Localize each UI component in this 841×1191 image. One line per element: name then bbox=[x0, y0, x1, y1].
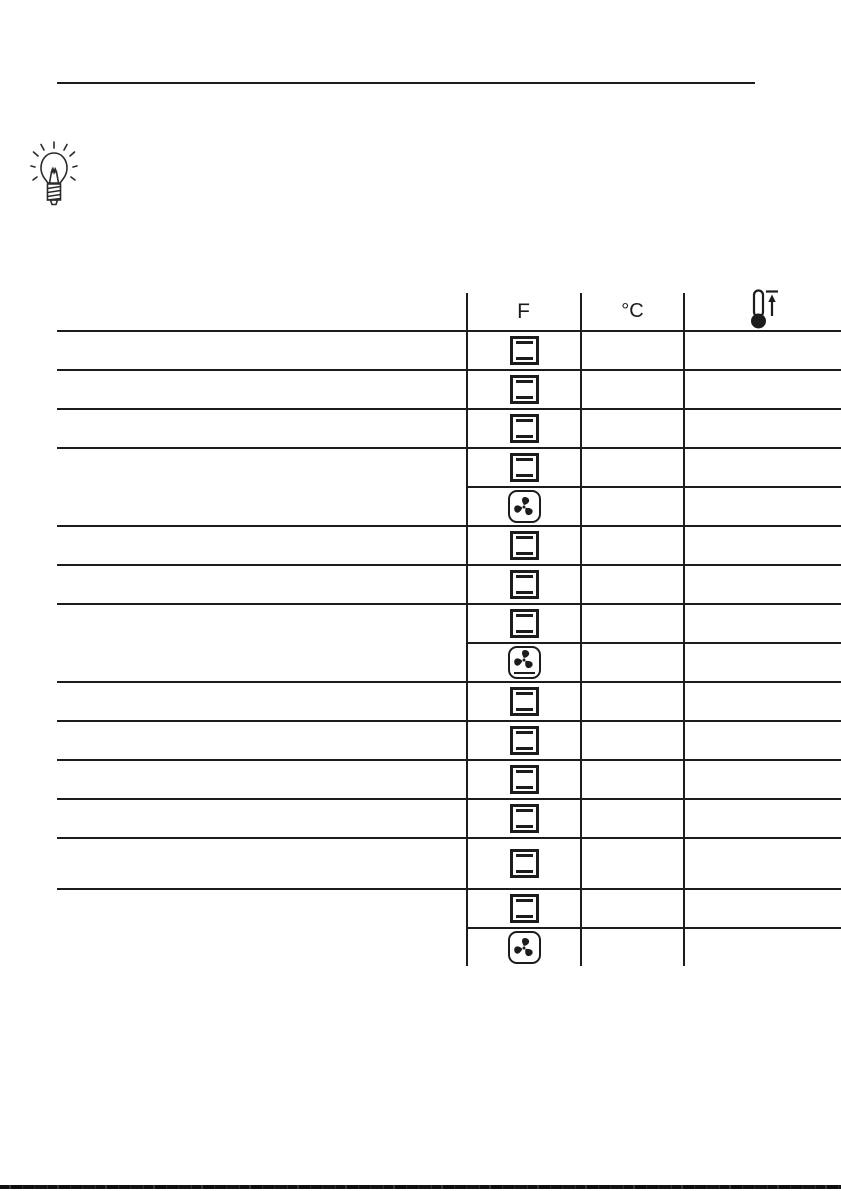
celsius-value-cell bbox=[580, 605, 683, 642]
thermometer-up-arrow-icon bbox=[745, 288, 781, 335]
dish-label-cell bbox=[57, 839, 466, 888]
mode-subrows bbox=[466, 890, 841, 966]
celsius-value-cell bbox=[580, 371, 683, 408]
probe-value-cell bbox=[683, 605, 841, 642]
mode-subrow bbox=[466, 800, 841, 837]
mode-subrow bbox=[466, 761, 841, 798]
celsius-value-cell bbox=[580, 566, 683, 603]
probe-value-cell bbox=[683, 644, 841, 681]
celsius-value-cell bbox=[580, 410, 683, 447]
header-probe-cell bbox=[683, 293, 841, 330]
probe-value-cell bbox=[683, 410, 841, 447]
probe-value-cell bbox=[683, 332, 841, 369]
probe-value-cell bbox=[683, 449, 841, 486]
mode-icon-cell bbox=[466, 332, 580, 369]
probe-value-cell bbox=[683, 890, 841, 927]
mode-subrows bbox=[466, 722, 841, 759]
lightbulb-rays-icon bbox=[30, 141, 78, 221]
oven-bottom-element bbox=[516, 435, 533, 438]
mode-icon-cell bbox=[466, 488, 580, 525]
mode-subrow bbox=[466, 642, 841, 681]
mode-icon-cell bbox=[466, 644, 580, 681]
oven-top-element bbox=[516, 614, 533, 617]
celsius-value-cell bbox=[580, 890, 683, 927]
oven-top-element bbox=[516, 692, 533, 695]
oven-top-element bbox=[516, 419, 533, 422]
mode-icon-cell bbox=[466, 527, 580, 564]
table-row-group bbox=[57, 371, 841, 410]
oven-top-element bbox=[516, 854, 533, 857]
convection-fan-underline-icon bbox=[508, 646, 541, 679]
fahrenheit-label: F bbox=[517, 299, 531, 323]
mode-subrows bbox=[466, 332, 841, 369]
dish-label-cell bbox=[57, 722, 466, 759]
header-celsius-cell bbox=[580, 293, 683, 330]
celsius-value-cell bbox=[580, 929, 683, 966]
conventional-oven-icon bbox=[510, 726, 539, 755]
convection-fan-icon bbox=[508, 931, 541, 964]
header-dish-cell bbox=[57, 293, 466, 330]
mode-subrow bbox=[466, 722, 841, 759]
table-row-group bbox=[57, 890, 841, 966]
oven-top-element bbox=[516, 536, 533, 539]
mode-icon-cell bbox=[466, 410, 580, 447]
mode-subrows bbox=[466, 683, 841, 720]
celsius-label: °C bbox=[621, 300, 644, 322]
probe-value-cell bbox=[683, 566, 841, 603]
mode-subrows bbox=[466, 371, 841, 408]
oven-bottom-element bbox=[516, 396, 533, 399]
table-row-group bbox=[57, 449, 841, 527]
mode-icon-cell bbox=[466, 566, 580, 603]
conventional-oven-icon bbox=[510, 687, 539, 716]
mode-icon-cell bbox=[466, 800, 580, 837]
probe-value-cell bbox=[683, 839, 841, 888]
mode-icon-cell bbox=[466, 761, 580, 798]
celsius-value-cell bbox=[580, 761, 683, 798]
table-row-group bbox=[57, 722, 841, 761]
mode-subrow bbox=[466, 683, 841, 720]
conventional-oven-icon bbox=[510, 453, 539, 482]
mode-icon-cell bbox=[466, 605, 580, 642]
mode-subrows bbox=[466, 566, 841, 603]
celsius-value-cell bbox=[580, 683, 683, 720]
conventional-oven-icon bbox=[510, 375, 539, 404]
celsius-value-cell bbox=[580, 449, 683, 486]
table-row-group bbox=[57, 605, 841, 683]
celsius-value-cell bbox=[580, 800, 683, 837]
probe-value-cell bbox=[683, 929, 841, 966]
mode-subrows bbox=[466, 605, 841, 681]
oven-top-element bbox=[516, 899, 533, 902]
oven-bottom-element bbox=[516, 552, 533, 555]
conventional-oven-icon bbox=[510, 804, 539, 833]
mode-subrow bbox=[466, 449, 841, 486]
mode-subrows bbox=[466, 449, 841, 525]
probe-value-cell bbox=[683, 371, 841, 408]
mode-subrow bbox=[466, 566, 841, 603]
oven-bottom-element bbox=[516, 357, 533, 360]
oven-top-element bbox=[516, 458, 533, 461]
header-fahrenheit-cell bbox=[466, 293, 580, 330]
mode-subrow bbox=[466, 527, 841, 564]
dish-label-cell bbox=[57, 332, 466, 369]
mode-icon-cell bbox=[466, 839, 580, 888]
probe-value-cell bbox=[683, 683, 841, 720]
conventional-oven-icon bbox=[510, 414, 539, 443]
mode-icon-cell bbox=[466, 683, 580, 720]
oven-bottom-element bbox=[516, 591, 533, 594]
dish-label-cell bbox=[57, 800, 466, 837]
mode-icon-cell bbox=[466, 722, 580, 759]
oven-top-element bbox=[516, 770, 533, 773]
conventional-oven-icon bbox=[510, 609, 539, 638]
conventional-oven-icon bbox=[510, 570, 539, 599]
mode-subrow bbox=[466, 332, 841, 369]
mode-subrows bbox=[466, 800, 841, 837]
dish-label-cell bbox=[57, 761, 466, 798]
table-row-group bbox=[57, 410, 841, 449]
oven-bottom-element bbox=[516, 915, 533, 918]
oven-bottom-element bbox=[516, 870, 533, 873]
dish-label-cell bbox=[57, 683, 466, 720]
celsius-value-cell bbox=[580, 527, 683, 564]
oven-bottom-element bbox=[516, 747, 533, 750]
conventional-oven-icon bbox=[510, 894, 539, 923]
oven-bottom-element bbox=[516, 474, 533, 477]
convection-fan-icon bbox=[508, 490, 541, 523]
celsius-value-cell bbox=[580, 488, 683, 525]
oven-top-element bbox=[516, 809, 533, 812]
mode-icon-cell bbox=[466, 890, 580, 927]
probe-value-cell bbox=[683, 488, 841, 525]
dish-label-cell bbox=[57, 410, 466, 447]
dish-label-cell bbox=[57, 449, 466, 525]
probe-value-cell bbox=[683, 722, 841, 759]
celsius-value-cell bbox=[580, 839, 683, 888]
oven-top-element bbox=[516, 731, 533, 734]
conventional-oven-icon bbox=[510, 531, 539, 560]
temperature-table bbox=[57, 293, 841, 966]
mode-subrows bbox=[466, 410, 841, 447]
mode-subrow bbox=[466, 605, 841, 642]
conventional-oven-icon bbox=[510, 849, 539, 878]
table-header-row bbox=[57, 293, 841, 332]
page-bottom-scan-edge bbox=[0, 1185, 841, 1189]
table-row-group bbox=[57, 566, 841, 605]
mode-subrow bbox=[466, 927, 841, 966]
mode-icon-cell bbox=[466, 449, 580, 486]
mode-subrow bbox=[466, 486, 841, 525]
oven-bottom-element bbox=[516, 630, 533, 633]
probe-value-cell bbox=[683, 527, 841, 564]
mode-icon-cell bbox=[466, 929, 580, 966]
oven-top-element bbox=[516, 575, 533, 578]
conventional-oven-icon bbox=[510, 336, 539, 365]
top-rule bbox=[57, 82, 755, 84]
dish-label-cell bbox=[57, 527, 466, 564]
probe-value-cell bbox=[683, 800, 841, 837]
mode-subrow bbox=[466, 410, 841, 447]
oven-bottom-element bbox=[516, 786, 533, 789]
mode-icon-cell bbox=[466, 371, 580, 408]
celsius-value-cell bbox=[580, 332, 683, 369]
oven-top-element bbox=[516, 341, 533, 344]
mode-subrow bbox=[466, 839, 841, 888]
table-row-group bbox=[57, 683, 841, 722]
celsius-value-cell bbox=[580, 644, 683, 681]
dish-label-cell bbox=[57, 890, 466, 966]
mode-subrow bbox=[466, 890, 841, 927]
dish-label-cell bbox=[57, 605, 466, 681]
oven-bottom-element bbox=[516, 825, 533, 828]
probe-value-cell bbox=[683, 761, 841, 798]
conventional-oven-icon bbox=[510, 765, 539, 794]
oven-top-element bbox=[516, 380, 533, 383]
oven-bottom-element bbox=[516, 708, 533, 711]
celsius-value-cell bbox=[580, 722, 683, 759]
table-row-group bbox=[57, 800, 841, 839]
table-row-group bbox=[57, 761, 841, 800]
mode-subrows bbox=[466, 527, 841, 564]
table-row-group bbox=[57, 527, 841, 566]
table-row-group bbox=[57, 332, 841, 371]
mode-subrow bbox=[466, 371, 841, 408]
dish-label-cell bbox=[57, 371, 466, 408]
table-body bbox=[57, 332, 841, 966]
dish-label-cell bbox=[57, 566, 466, 603]
mode-subrows bbox=[466, 761, 841, 798]
table-row-group bbox=[57, 839, 841, 890]
mode-subrows bbox=[466, 839, 841, 888]
